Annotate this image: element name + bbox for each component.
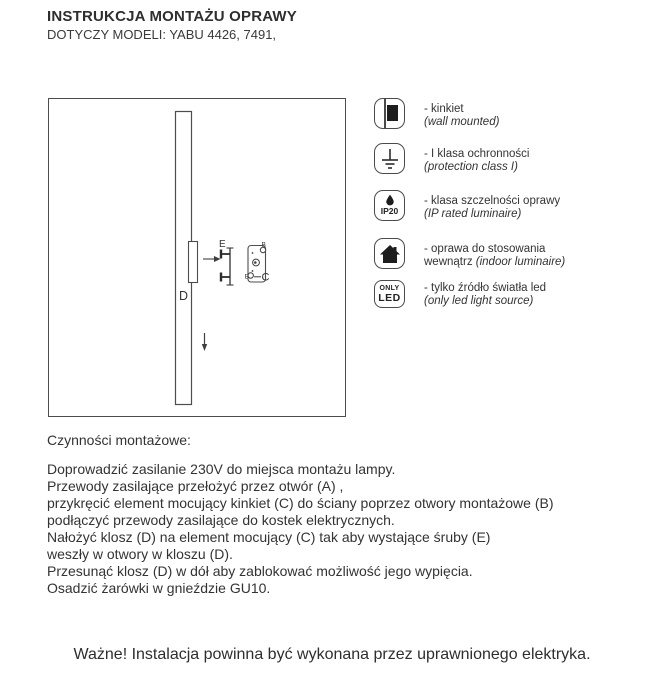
legend-row-protection-class	[374, 143, 529, 174]
legend-label-en: (only led light source)	[424, 295, 534, 307]
legend-label-pl: - I klasa ochronności	[424, 148, 530, 160]
arrow-down-head	[202, 344, 207, 351]
droplet-icon	[385, 194, 395, 206]
label-shade-d: D	[179, 289, 189, 303]
instruction-line: podłączyć przewody zasilające do kostek elektrycznych.	[47, 512, 395, 528]
ip20-icon-label: IP20	[380, 206, 399, 216]
legend-label-pl: - klasa szczelności oprawy	[424, 195, 561, 207]
ip20-icon	[374, 190, 405, 221]
legend-row-ip-rating	[374, 190, 560, 221]
label-hole-b-top: B	[261, 241, 266, 249]
diagram-drawing	[49, 99, 345, 416]
legend-label-line2	[424, 256, 565, 269]
mounting-diagram	[48, 98, 346, 417]
legend-text	[424, 190, 560, 221]
instruction-line: Doprowadzić zasilanie 230V do miejsca montażu lampy.	[47, 461, 396, 477]
instruction-line: weszły w otwory w kloszu (D).	[47, 546, 233, 562]
model-subtitle: DOTYCZY MODELI: YABU 4426, 7491,	[47, 27, 277, 42]
legend-row-only-led	[374, 280, 546, 308]
label-hole-b-bottom: B	[244, 273, 249, 281]
legend-label-en: (wall mounted)	[424, 116, 500, 128]
legend-label-en: (IP rated luminaire)	[424, 208, 522, 220]
instruction-line: Przesunąć klosz (D) w dół aby zablokować możliwość jego wypięcia.	[47, 563, 473, 579]
legend-text	[424, 238, 565, 269]
label-plate-c: C	[261, 271, 270, 284]
label-screws-e: E	[219, 239, 226, 250]
legend-row-indoor	[374, 238, 565, 269]
ground-icon-symbol	[380, 147, 400, 171]
shade-slot	[189, 242, 198, 283]
arrow-right-head	[214, 256, 221, 262]
instruction-line: Przewody zasilające przełożyć przez otwór (A) ,	[47, 478, 344, 494]
legend-label-pl: - kinkiet	[424, 103, 464, 115]
instruction-line: przykręcić element mocujący kinkiet (C) do ściany poprzez otwory montażowe (B)	[47, 495, 554, 511]
legend-label-pl2: wewnątrz	[424, 256, 473, 268]
instruction-line: Osadzić żarówki w gnieździe GU10.	[47, 580, 271, 596]
legend-label-pl: - tylko źródło światła led	[424, 282, 547, 294]
only-led-icon-led: LED	[378, 291, 401, 304]
legend-text	[424, 280, 546, 308]
house-icon	[374, 238, 405, 269]
legend-text	[424, 143, 529, 174]
legend-text	[424, 98, 499, 129]
only-led-icon-only: ONLY	[379, 284, 400, 292]
legend-label-en: (protection class I)	[424, 161, 518, 173]
legend-label-pl: - oprawa do stosowania	[424, 243, 546, 255]
instruction-line: Nałożyć klosz (D) na element mocujący (C) tak aby wystające śruby (E)	[47, 529, 491, 545]
house-icon-symbol	[379, 244, 401, 264]
ground-icon	[374, 143, 405, 174]
page-title: INSTRUKCJA MONTAŻU OPRAWY	[47, 8, 297, 25]
legend-label-en: (indoor luminaire)	[475, 256, 566, 268]
wall-mounted-icon-lamp	[387, 105, 398, 121]
plate-dot-bottom	[252, 270, 254, 272]
instructions-heading: Czynności montażowe:	[47, 432, 191, 448]
legend-row-wall-mounted	[374, 98, 499, 129]
wire-hole-center-dot	[254, 261, 257, 264]
only-led-icon	[374, 280, 405, 308]
wall-mounted-icon	[374, 98, 405, 129]
wall-mounted-icon-wall	[384, 99, 386, 128]
plate-dot-top	[252, 252, 254, 254]
warning-note: Ważne! Instalacja powinna być wykonana przez uprawnionego elektryka.	[73, 646, 591, 663]
